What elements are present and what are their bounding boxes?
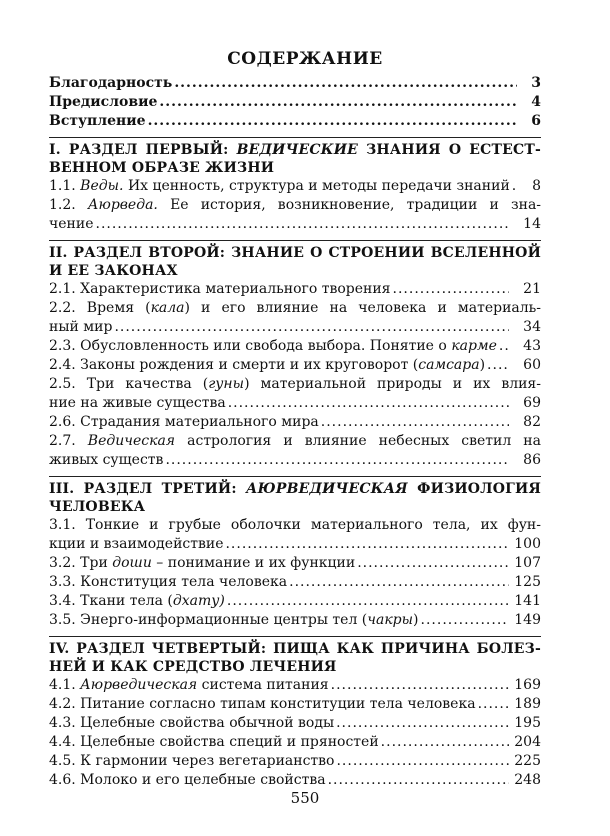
section-heading-4[interactable]: IV. РАЗДЕЛ ЧЕТВЕРТЫЙ: ПИЩА КАК ПРИЧИНА БОЛЕЗ- НЕЙ И КАК СРЕДСТВО ЛЕЧЕНИЯ: [49, 636, 541, 676]
toc-entry-2-4[interactable]: 2.4. Законы рождения и смерти и их круговорот (самсара) ..... 60: [49, 356, 541, 375]
section-heading-1[interactable]: I. РАЗДЕЛ ПЕРВЫЙ: ВЕДИЧЕСКИЕ ЗНАНИЯ О ЕСТЕСТ- ВЕННОМ ОБРАЗЕ ЖИЗНИ: [49, 137, 541, 177]
toc-entry-2-6[interactable]: 2.6. Страдания материального мира ..... 82: [49, 413, 541, 432]
toc-entry-3-4[interactable]: 3.4. Ткани тела (дхату) ..... 141: [49, 592, 541, 611]
toc-entry-4-2[interactable]: 4.2. Питание согласно типам конституции тела человека ..... 189: [49, 695, 541, 714]
toc-entry-2-5-cont[interactable]: ние на живые существа ..... 69: [49, 394, 541, 413]
toc-entry-3-5[interactable]: 3.5. Энерго-информационные центры тел (чакры) ..... 149: [49, 611, 541, 630]
toc-entry-2-7-cont[interactable]: живых существ ..... 86: [49, 451, 541, 470]
toc-entry-4-3[interactable]: 4.3. Целебные свойства обычной воды ..... 195: [49, 714, 541, 733]
toc-entry-4-5[interactable]: 4.5. К гармонии через вегетарианство ..... 225: [49, 752, 541, 771]
toc-entry-3-3[interactable]: 3.3. Конституция тела человека ..... 125: [49, 573, 541, 592]
toc-entry-2-2-cont[interactable]: ный мир ..... 34: [49, 318, 541, 337]
page-number: 550: [290, 789, 320, 807]
toc-entry-2-7[interactable]: 2.7. Ведическая астрология и влияние небесных светил на: [49, 433, 541, 449]
toc-entry-1-2[interactable]: 1.2. Аюрведа. Ее история, возникновение, традиции и зна-: [49, 197, 542, 213]
toc-entry-4-1[interactable]: 4.1. Аюрведическая система питания ..... 169: [49, 676, 541, 695]
toc-entry-3-1-cont[interactable]: кции и взаимодействие ..... 100: [49, 535, 541, 554]
toc-entry-acknowledgements[interactable]: Благодарность ..... 3: [49, 74, 541, 93]
toc-entry-2-5[interactable]: 2.5. Три качества (гуны) материальной природы и их влия-: [49, 376, 541, 392]
toc-entry-3-2[interactable]: 3.2. Три доши – понимание и их функции ..... 107: [49, 554, 541, 573]
page-title: СОДЕРЖАНИЕ: [227, 49, 383, 69]
table-of-contents: [49, 74, 541, 790]
toc-entry-2-3[interactable]: 2.3. Обусловленность или свобода выбора. Понятие о карме ..... 43: [49, 337, 541, 356]
toc-entry-4-4[interactable]: 4.4. Целебные свойства специй и пряностей ..... 204: [49, 733, 541, 752]
toc-entry-introduction[interactable]: Вступление ..... 6: [49, 112, 541, 131]
toc-entry-1-1[interactable]: 1.1. Веды. Их ценность, структура и методы передачи знаний ..... 8: [49, 177, 541, 196]
toc-entry-3-1[interactable]: 3.1. Тонкие и грубые оболочки материального тела, их фун-: [49, 517, 541, 533]
section-heading-2[interactable]: II. РАЗДЕЛ ВТОРОЙ: ЗНАНИЕ О СТРОЕНИИ ВСЕЛЕННОЙ И ЕЕ ЗАКОНАХ: [49, 240, 541, 280]
toc-entry-2-2[interactable]: 2.2. Время (кала) и его влияние на человека и материаль-: [49, 300, 541, 316]
toc-entry-1-2-cont[interactable]: чение ..... 14: [49, 215, 541, 234]
section-heading-3[interactable]: III. РАЗДЕЛ ТРЕТИЙ: АЮРВЕДИЧЕСКАЯ ФИЗИОЛОГИЯ ЧЕЛОВЕКА: [49, 476, 541, 516]
toc-entry-preface[interactable]: Предисловие ..... 4: [49, 93, 541, 112]
toc-entry-2-1[interactable]: 2.1. Характеристика материального творения ..... 21: [49, 280, 541, 299]
toc-entry-4-6[interactable]: 4.6. Молоко и его целебные свойства ..... 248: [49, 771, 541, 790]
